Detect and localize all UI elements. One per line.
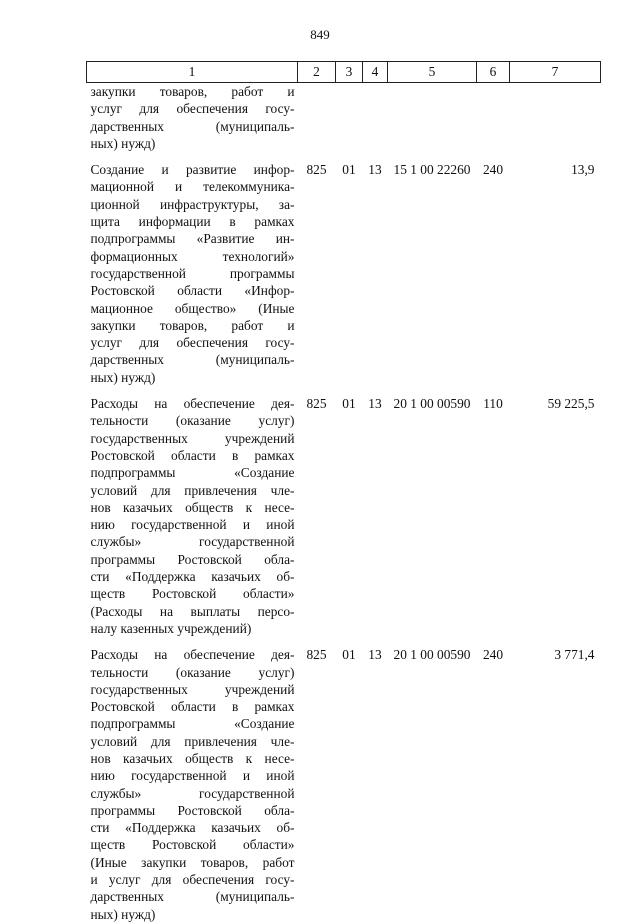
expense-type-code: 240 <box>482 162 504 178</box>
description-line: подпрограммы «Создание <box>90 465 295 481</box>
table-body <box>87 83 601 923</box>
description-line: службы» государственной <box>90 785 295 801</box>
description-line: (Иные закупки товаров, работ <box>90 854 295 870</box>
subsection-code: 13 <box>368 647 382 663</box>
ministry-code <box>298 83 336 153</box>
row-description <box>87 646 298 923</box>
amount <box>510 83 601 153</box>
column-header: 2 <box>298 62 336 83</box>
page-number: 849 <box>310 27 330 42</box>
target-article-code: 15 1 00 22260 <box>393 162 471 178</box>
table-row <box>87 161 601 386</box>
target-article-code <box>388 83 477 153</box>
description-line: ных) нужд) <box>90 369 156 385</box>
description-line: дарственных (муниципаль- <box>90 889 295 905</box>
description-line: нов казачьих обществ к несе- <box>90 499 295 515</box>
expense-type-code: 240 <box>482 647 504 663</box>
amount: 13,9 <box>571 162 595 178</box>
description-line: услуг для обеспечения госу- <box>90 101 295 117</box>
description-line: нию государственной и иной <box>90 517 295 533</box>
description-line: нов казачьих обществ к несе- <box>90 750 295 766</box>
description-line: сти «Поддержка казачьих об- <box>90 569 295 585</box>
row-description <box>87 83 298 153</box>
description-line: государственной программы <box>90 265 295 281</box>
description-line: государственных учреждений <box>90 681 295 697</box>
description-line: щита информации в рамках <box>90 214 295 230</box>
column-header: 6 <box>477 62 510 83</box>
target-article-code: 20 1 00 00590 <box>393 647 471 663</box>
description-line: тельности (оказание услуг) <box>90 413 295 429</box>
description-line: ществ Ростовской области» <box>90 837 295 853</box>
description-line: Ростовской области в рамках <box>90 699 295 715</box>
description-line: ществ Ростовской области» <box>90 586 295 602</box>
description-line: Расходы на обеспечение дея- <box>90 396 295 412</box>
row-description <box>87 161 298 386</box>
table-row <box>87 646 601 923</box>
row-spacer <box>87 152 601 161</box>
description-line: Ростовской области в рамках <box>90 447 295 463</box>
column-header: 1 <box>87 62 298 83</box>
description-line: закупки товаров, работ и <box>90 317 295 333</box>
expense-type-code <box>477 83 510 153</box>
table-header-row <box>87 62 601 83</box>
column-header: 5 <box>388 62 477 83</box>
row-spacer <box>87 386 601 395</box>
description-line: налу казенных учреждений) <box>90 620 252 636</box>
description-line: тельности (оказание услуг) <box>90 664 295 680</box>
column-header: 4 <box>363 62 388 83</box>
amount: 3 771,4 <box>554 647 595 663</box>
description-line: ных) нужд) <box>90 135 156 151</box>
description-line: услуг для обеспечения госу- <box>90 335 295 351</box>
description-line: подпрограммы «Развитие ин- <box>90 231 295 247</box>
description-line: дарственных (муниципаль- <box>90 118 295 134</box>
column-header: 7 <box>510 62 601 83</box>
description-line: программы Ростовской обла- <box>90 802 295 818</box>
description-line: ных) нужд) <box>90 906 156 922</box>
subsection-code: 13 <box>368 396 382 412</box>
ministry-code: 825 <box>306 647 327 663</box>
description-line: условий для привлечения чле- <box>90 733 295 749</box>
table-row <box>87 395 601 637</box>
description-line: формационных технологий» <box>90 248 295 264</box>
description-line: подпрограммы «Создание <box>90 716 295 732</box>
section-code <box>336 83 363 153</box>
description-line: и услуг для обеспечения госу- <box>90 872 295 888</box>
description-line: мационное общество» (Иные <box>90 300 295 316</box>
description-line: программы Ростовской обла- <box>90 551 295 567</box>
target-article-code: 20 1 00 00590 <box>393 396 471 412</box>
description-line: нию государственной и иной <box>90 768 295 784</box>
column-header: 3 <box>336 62 363 83</box>
ministry-code: 825 <box>306 396 327 412</box>
description-line: сти «Поддержка казачьих об- <box>90 820 295 836</box>
budget-table <box>86 61 601 923</box>
subsection-code: 13 <box>368 162 382 178</box>
description-line: ционной инфраструктуры, за- <box>90 196 295 212</box>
description-line: Расходы на обеспечение дея- <box>90 647 295 663</box>
amount: 59 225,5 <box>547 396 595 412</box>
ministry-code: 825 <box>306 162 327 178</box>
row-description <box>87 395 298 637</box>
description-line: мационной и телекоммуника- <box>90 179 295 195</box>
description-line: государственных учреждений <box>90 430 295 446</box>
description-line: Ростовской области «Инфор- <box>90 283 295 299</box>
description-line: службы» государственной <box>90 534 295 550</box>
section-code: 01 <box>342 647 356 663</box>
expense-type-code: 110 <box>483 396 503 412</box>
description-line: дарственных (муниципаль- <box>90 352 295 368</box>
description-line: условий для привлечения чле- <box>90 482 295 498</box>
section-code: 01 <box>342 396 356 412</box>
description-line: закупки товаров, работ и <box>90 84 295 99</box>
row-spacer <box>87 637 601 646</box>
table-row <box>87 83 601 153</box>
subsection-code <box>363 83 388 153</box>
description-line: Создание и развитие инфор- <box>90 162 295 178</box>
description-line: (Расходы на выплаты персо- <box>90 603 295 619</box>
section-code: 01 <box>342 162 356 178</box>
